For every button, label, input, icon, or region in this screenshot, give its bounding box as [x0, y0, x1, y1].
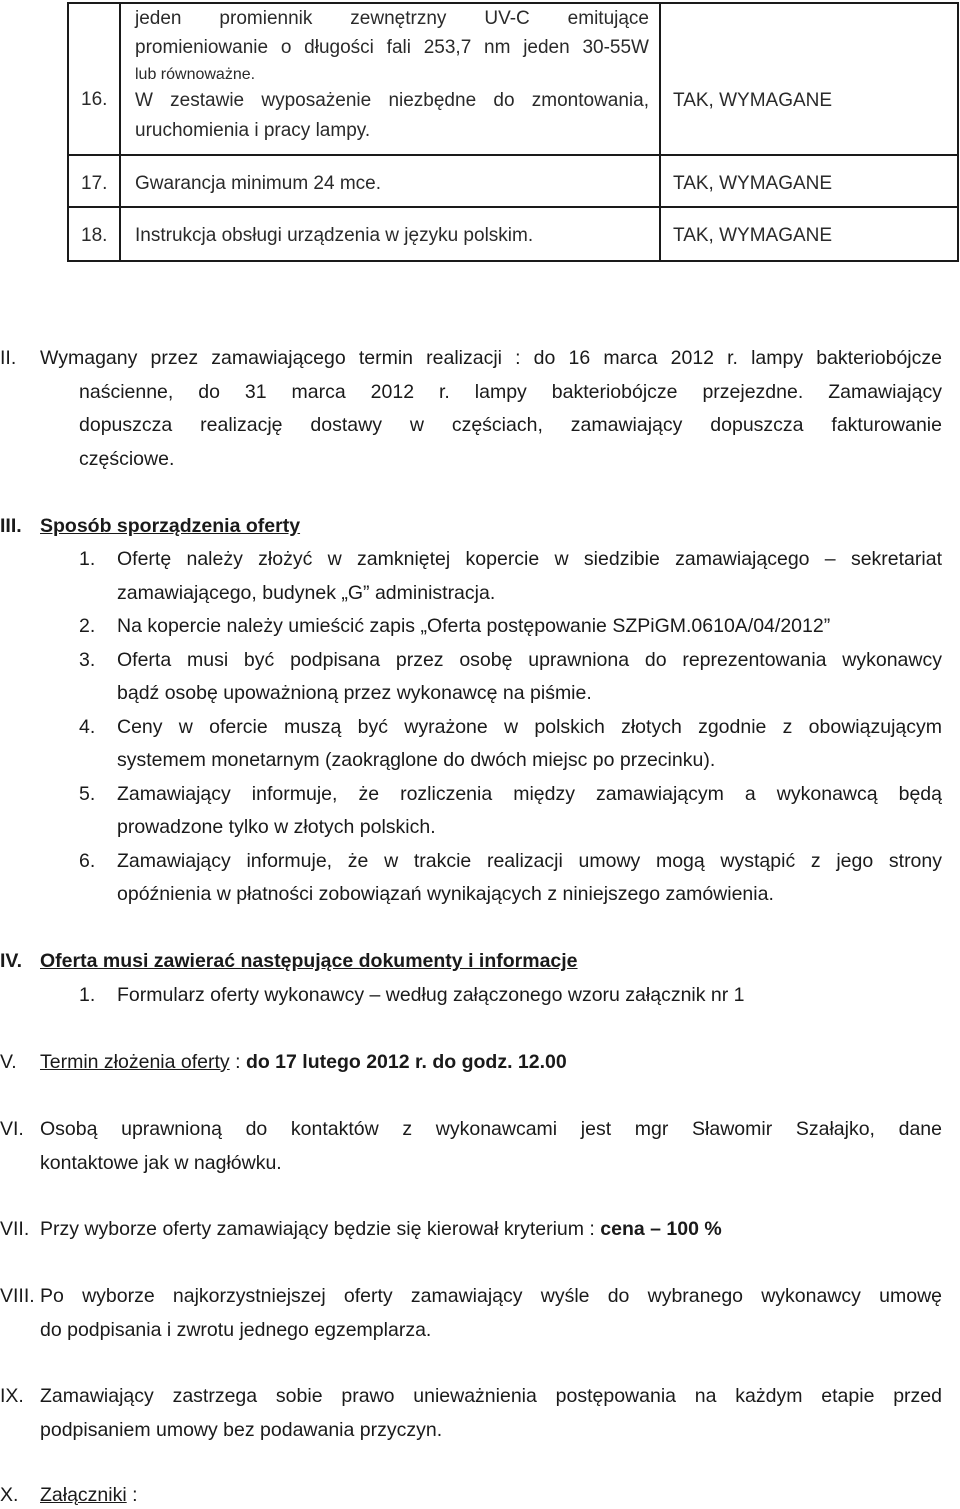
section-3-item-1-line1: Ofertę należy złożyć w zamkniętej kopercie w siedzibie zamawiającego – sekretariat [117, 548, 942, 570]
section-3-number: III. [0, 515, 22, 537]
section-3-item-3-line2: bądź osobę upoważnioną przez wykonawcę na piśmie. [117, 682, 592, 704]
section-4-title: Oferta musi zawierać następujące dokumenty i informacje [40, 950, 578, 972]
section-3-item-3-line1: Oferta musi być podpisana przez osobę uprawniona do reprezentowania wykonawcy [117, 649, 942, 671]
section-5-number: V. [0, 1051, 17, 1073]
section-6-number: VI. [0, 1118, 24, 1140]
row-number-cell [68, 3, 120, 155]
row-number-cell [68, 207, 120, 261]
section-7-number: VII. [0, 1218, 30, 1240]
section-7-text: Przy wyborze oferty zamawiający będzie się kierował kryterium : [40, 1218, 601, 1240]
item-number: 1. [79, 984, 96, 1006]
section-2-line4: częściowe. [79, 448, 175, 470]
item-number: 6. [79, 850, 96, 872]
table-row [68, 207, 958, 261]
row17-description: Gwarancja minimum 24 mce. [135, 173, 382, 194]
spec-table [67, 2, 959, 262]
section-5-title: Termin złożenia oferty [40, 1051, 230, 1073]
item-number: 2. [79, 615, 96, 637]
section-3-item-4-line1: Ceny w ofercie muszą być wyrażone w polskich złotych zgodnie z obowiązującym [117, 716, 942, 738]
row-number: 17. [81, 173, 108, 194]
row16-description-line2: uruchomienia i pracy lampy. [135, 120, 371, 141]
section-2-line1: Wymagany przez zamawiającego termin realizacji : do 16 marca 2012 r. lampy bakteriobójcze [40, 347, 942, 369]
section-4-item-1: Formularz oferty wykonawcy – według załączonego wzoru załącznik nr 1 [117, 984, 745, 1006]
section-8-line2: do podpisania i zwrotu jednego egzemplarza. [40, 1319, 432, 1341]
section-10-number: X. [0, 1484, 19, 1506]
requirement-cell [660, 155, 958, 207]
requirement-value: TAK, WYMAGANE [673, 225, 833, 246]
requirement-cell [660, 207, 958, 261]
item-number: 3. [79, 649, 96, 671]
item-number: 1. [79, 548, 96, 570]
section-3-item-5-line1: Zamawiający informuje, że rozliczenia między zamawiającym a wykonawcą będą [117, 783, 942, 805]
section-8-line1: Po wyborze najkorzystniejszej oferty zamawiający wyśle do wybranego wykonawcy umowę [40, 1285, 942, 1307]
section-9-number: IX. [0, 1385, 24, 1407]
row16-description-line1: W zestawie wyposażenie niezbędne do zmontowania, [135, 90, 649, 111]
row15-tail-line3: lub równoważne. [135, 66, 256, 83]
row-number-cell [68, 155, 120, 207]
section-2-line2: naścienne, do 31 marca 2012 r. lampy bakteriobójcze przejezdne. Zamawiający [79, 381, 942, 403]
section-3-title: Sposób sporządzenia oferty [40, 515, 301, 537]
description-cell [120, 207, 660, 261]
section-3-item-6-line2: opóźnienia w płatności zobowiązań wynikających z niniejszego zamówienia. [117, 883, 774, 905]
requirement-value: TAK, WYMAGANE [673, 90, 833, 111]
section-2-line3: dopuszcza realizację dostawy w częściach, zamawiający dopuszcza fakturowanie [79, 414, 942, 436]
section-10-line [40, 1484, 138, 1507]
section-5-separator: : [229, 1051, 246, 1073]
section-2-number: II. [0, 347, 17, 369]
table-row [68, 3, 958, 155]
section-10-title: Załączniki [40, 1484, 127, 1506]
requirement-value: TAK, WYMAGANE [673, 173, 833, 194]
section-3-item-2-line1: Na kopercie należy umieścić zapis „Oferta postępowanie SZPiGM.0610A/04/2012” [117, 615, 831, 637]
section-7-line [40, 1218, 722, 1241]
section-9-line1: Zamawiający zastrzega sobie prawo unieważnienia postępowania na każdym etapie przed [40, 1385, 942, 1407]
section-10-separator: : [126, 1484, 138, 1506]
section-4-number: IV. [0, 950, 23, 972]
row-number: 18. [81, 225, 108, 246]
row15-tail-line2: promieniowanie o długości fali 253,7 nm jeden 30-55W [135, 37, 649, 58]
section-9-line2: podpisaniem umowy bez podawania przyczyn. [40, 1419, 443, 1441]
section-3-item-1-line2: zamawiającego, budynek „G” administracja. [117, 582, 496, 604]
section-6-line2: kontaktowe jak w nagłówku. [40, 1152, 282, 1174]
section-7-criterion: cena – 100 % [600, 1218, 722, 1240]
item-number: 4. [79, 716, 96, 738]
row-number: 16. [81, 89, 108, 110]
item-number: 5. [79, 783, 96, 805]
row18-description: Instrukcja obsługi urządzenia w języku polskim. [135, 225, 534, 246]
section-5-line [40, 1051, 567, 1074]
section-3-item-6-line1: Zamawiający informuje, że w trakcie realizacji umowy mogą wystąpić z jego strony [117, 850, 942, 872]
section-5-deadline: do 17 lutego 2012 r. do godz. 12.00 [245, 1051, 567, 1073]
requirement-cell [660, 3, 958, 155]
description-cell [120, 3, 660, 155]
table-row [68, 155, 958, 207]
section-8-number: VIII. [0, 1285, 35, 1307]
section-3-item-5-line2: prowadzone tylko w złotych polskich. [117, 816, 436, 838]
section-3-item-4-line2: systemem monetarnym (zaokrąglone do dwóch miejsc po przecinku). [117, 749, 716, 771]
row15-tail-line1: jeden promiennik zewnętrzny UV-C emitujące [135, 8, 649, 29]
description-cell [120, 155, 660, 207]
section-6-line1: Osobą uprawnioną do kontaktów z wykonawcami jest mgr Sławomir Szałajko, dane [40, 1118, 942, 1140]
